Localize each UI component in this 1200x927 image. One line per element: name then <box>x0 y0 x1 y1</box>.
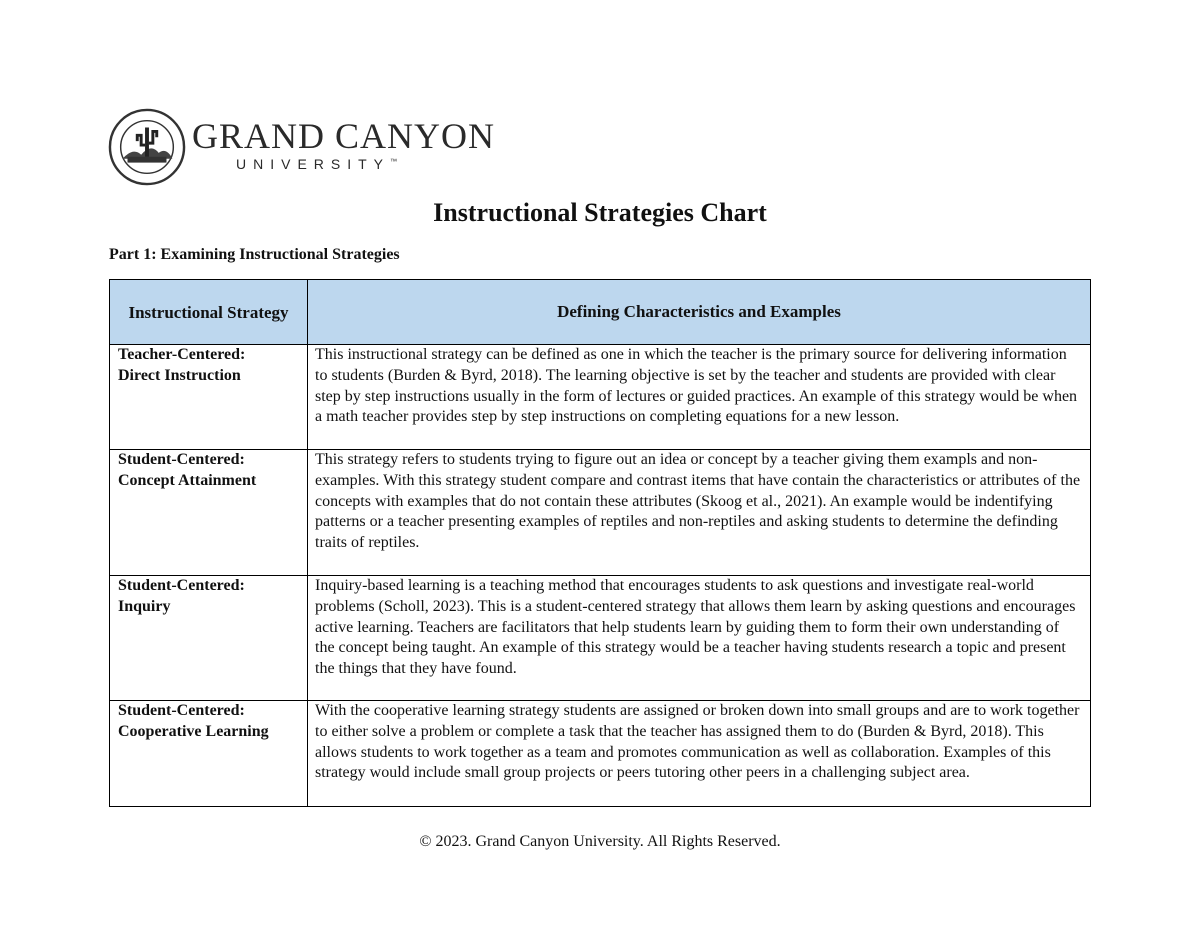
page-title: Instructional Strategies Chart <box>433 198 767 227</box>
copyright-footer: © 2023. Grand Canyon University. All Rights Reserved. <box>419 833 781 850</box>
strategy-cell <box>110 576 308 701</box>
strategy-cell <box>110 450 308 576</box>
logo-name: GRAND CANYON <box>192 116 496 156</box>
description-cell: With the cooperative learning strategy students are assigned or broken down into small groups and are to work together to either solve a problem or complete a task that the teacher has assigned them to do (Burden & Byrd, 2018). This allows students to work together as a team and promotes communication as well as collaboration. Examples of this strategy would include small group projects or peers tutoring other peers in a challenging subject area. <box>308 701 1091 807</box>
strategy-name: Inquiry <box>118 597 171 615</box>
strategies-table <box>109 279 1091 807</box>
header-strategy: Instructional Strategy <box>110 280 308 345</box>
strategy-name: Cooperative Learning <box>118 722 269 740</box>
description-cell: This instructional strategy can be defined as one in which the teacher is the primary source for delivering information to students (Burden & Byrd, 2018). The learning objective is set by the teacher and students are provided with clear step by step instructions usually in the form of lectures or guided practices. An example of this strategy would be when a math teacher provides step by step instructions on completing equations for a new lesson. <box>308 345 1091 450</box>
table-row <box>110 345 1091 450</box>
trademark-mark: ™ <box>390 158 398 166</box>
strategy-cell <box>110 701 308 807</box>
strategy-category: Student-Centered: <box>118 451 245 468</box>
description-cell: This strategy refers to students trying to figure out an idea or concept by a teacher giving them exampls and non-examples. With this strategy student compare and contrast items that have contain the characteristics or attributes of the concepts with examples that do not contain these attributes (Skoog et al., 2021). An example would be indentifying patterns or a teacher presenting examples of reptiles and non-reptiles and asking students to determine the definding traits of reptiles. <box>308 450 1091 576</box>
strategy-name: Direct Instruction <box>118 366 241 384</box>
table-row <box>110 450 1091 576</box>
university-seal-icon <box>108 108 186 186</box>
strategy-category: Student-Centered: <box>118 577 245 594</box>
table-row <box>110 701 1091 807</box>
table-header-row <box>110 280 1091 345</box>
description-cell: Inquiry-based learning is a teaching method that encourages students to ask questions and investigate real-world problems (Scholl, 2023). This is a student-centered strategy that allows them learn by asking questions and encourages active learning. Teachers are facilitators that help students learn by guiding them to form their own understanding of the concept being taught. An example of this strategy would be a teacher having students research a topic and present the things that they have found. <box>308 576 1091 701</box>
strategy-category: Student-Centered: <box>118 702 245 719</box>
logo-subname: UNIVERSITY <box>236 156 391 172</box>
university-wordmark <box>192 118 495 172</box>
strategy-category: Teacher-Centered: <box>118 346 246 363</box>
strategy-cell <box>110 345 308 450</box>
table-row <box>110 576 1091 701</box>
strategy-name: Concept Attainment <box>118 471 257 489</box>
header-characteristics: Defining Characteristics and Examples <box>308 280 1091 345</box>
university-logo <box>108 108 495 186</box>
part-heading: Part 1: Examining Instructional Strategies <box>109 246 400 263</box>
